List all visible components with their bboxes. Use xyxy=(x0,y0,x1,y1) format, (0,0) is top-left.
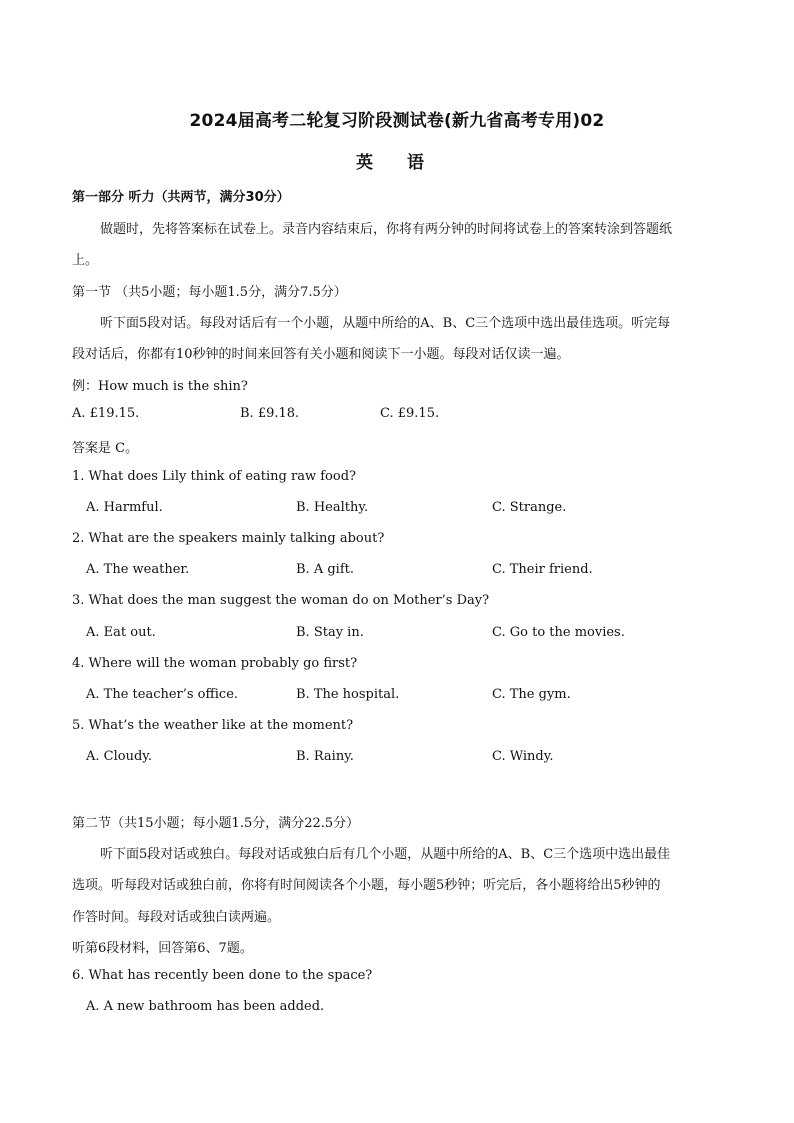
question-5-option-a: A. Cloudy. xyxy=(86,749,153,764)
subject-title: 英 语 xyxy=(356,153,438,173)
part1-heading: 第一部分 听力（共两节，满分30分） xyxy=(72,190,290,205)
question-2-option-a: A. The weather. xyxy=(86,562,190,577)
question-5-option-b: B. Rainy. xyxy=(296,749,354,764)
example-answer: 答案是 C。 xyxy=(72,441,139,456)
question-4-option-a: A. The teacher’s office. xyxy=(86,687,239,702)
question-3: 3. What does the man suggest the woman do on Mother’s Day? xyxy=(72,593,490,608)
question-1: 1. What does Lily think of eating raw food? xyxy=(72,469,356,484)
question-3-option-b: B. Stay in. xyxy=(296,625,364,640)
section1-instructions-line1: 听下面5段对话。每段对话后有一个小题，从题中所给的A、B、C三个选项中选出最佳选项。听完每 xyxy=(100,316,671,331)
question-2-option-b: B. A gift. xyxy=(296,562,354,577)
question-3-option-c: C. Go to the movies. xyxy=(492,625,625,640)
question-6-option-a: A. A new bathroom has been added. xyxy=(86,999,325,1014)
section2-instructions-line1: 听下面5段对话或独白。每段对话或独白后有几个小题，从题中所给的A、B、C三个选项中选出最佳 xyxy=(100,847,671,862)
example-option-c: C. £9.15. xyxy=(380,406,440,421)
part1-instructions-line1: 做题时，先将答案标在试卷上。录音内容结束后，你将有两分钟的时间将试卷上的答案转涂到答题纸 xyxy=(100,222,673,237)
question-4-option-b: B. The hospital. xyxy=(296,687,400,702)
question-2-option-c: C. Their friend. xyxy=(492,562,593,577)
section1-instructions-line2: 段对话后，你都有10秒钟的时间来回答有关小题和阅读下一小题。每段对话仅读一遍。 xyxy=(72,347,570,362)
question-1-option-a: A. Harmful. xyxy=(86,500,163,515)
question-5: 5. What’s the weather like at the moment? xyxy=(72,718,354,733)
section2-heading: 第二节（共15小题；每小题1.5分，满分22.5分） xyxy=(72,816,360,831)
section2-instructions-line2: 选项。听每段对话或独白前，你将有时间阅读各个小题，每小题5秒钟；听完后，各小题将给出5秒钟的 xyxy=(72,878,661,893)
question-3-option-a: A. Eat out. xyxy=(86,625,156,640)
question-1-option-b: B. Healthy. xyxy=(296,500,369,515)
question-6: 6. What has recently been done to the space? xyxy=(72,968,373,983)
section1-heading: 第一节 （共5小题；每小题1.5分，满分7.5分） xyxy=(72,285,347,300)
question-4: 4. Where will the woman probably go first? xyxy=(72,656,358,671)
material-note: 听第6段材料，回答第6、7题。 xyxy=(72,941,253,956)
section2-instructions-line3: 作答时间。每段对话或独白读两遍。 xyxy=(72,910,281,925)
example-question: 例：How much is the shin? xyxy=(72,379,248,394)
part1-instructions-line2: 上。 xyxy=(72,253,99,268)
question-4-option-c: C. The gym. xyxy=(492,687,571,702)
example-option-b: B. £9.18. xyxy=(240,406,300,421)
question-1-option-c: C. Strange. xyxy=(492,500,567,515)
exam-title: 2024届高考二轮复习阶段测试卷(新九省高考专用)02 xyxy=(189,111,605,131)
question-2: 2. What are the speakers mainly talking about? xyxy=(72,531,385,546)
example-option-a: A. £19.15. xyxy=(72,406,140,421)
question-5-option-c: C. Windy. xyxy=(492,749,554,764)
